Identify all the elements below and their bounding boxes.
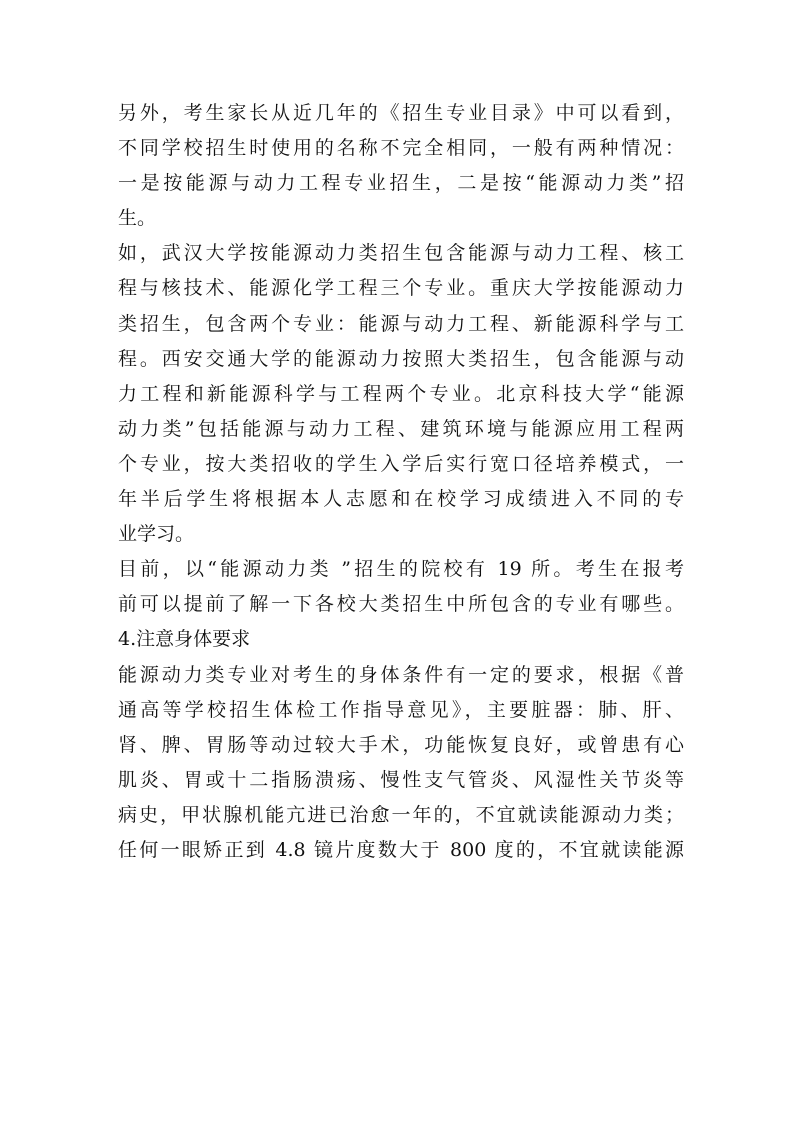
text-line: 如，武汉大学按能源动力类招生包含能源与动力工程、核工 (118, 242, 684, 265)
text-line: 另外，考生家长从近几年的《招生专业目录》中可以看到， (118, 102, 684, 124)
text-line: 通高等学校招生体检工作指导意见》，主要脏器：肺、肝、 (118, 698, 684, 721)
text-line: 程。西安交通大学的能源动力按照大类招生，包含能源与动 (118, 347, 684, 370)
text-line: 个专业，按大类招收的学生入学后实行宽口径培养模式，一 (118, 452, 684, 475)
text-line: 类招生，包含两个专业：能源与动力工程、新能源科学与工 (118, 312, 684, 335)
text-line: 肾、脾、胃肠等动过较大手术，功能恢复良好，或曾患有心 (118, 733, 684, 756)
text-line: 年半后学生将根据本人志愿和在校学习成绩进入不同的专 (118, 488, 684, 511)
text-line: 前可以提前了解一下各校大类招生中所包含的专业有哪些。 (118, 593, 684, 616)
text-line: 生。 (118, 207, 157, 230)
text-line: 肌炎、胃或十二指肠溃疡、慢性支气管炎、风湿性关节炎等 (118, 768, 684, 791)
text-line: 一是按能源与动力工程专业招生，二是按“能源动力类”招 (118, 172, 684, 195)
text-line: 目前，以“能源动力类 ”招生的院校有 19 所。考生在报考 (118, 558, 684, 581)
section-heading: 4.注意身体要求 (118, 628, 251, 651)
text-line: 业学习。 (118, 523, 195, 546)
text-line: 病史，甲状腺机能亢进已治愈一年的，不宜就读能源动力类； (118, 803, 684, 826)
text-line: 任何一眼矫正到 4.8 镜片度数大于 800 度的，不宜就读能源 (118, 838, 684, 861)
text-line: 动力类”包括能源与动力工程、建筑环境与能源应用工程两 (118, 417, 684, 440)
document-body (118, 96, 684, 868)
text-line: 程与核技术、能源化学工程三个专业。重庆大学按能源动力 (118, 277, 684, 300)
text-line: 能源动力类专业对考生的身体条件有一定的要求，根据《普 (118, 663, 684, 686)
text-line: 不同学校招生时使用的名称不完全相同，一般有两种情况： (118, 137, 684, 160)
text-line: 力工程和新能源科学与工程两个专业。北京科技大学“能源 (118, 382, 684, 405)
